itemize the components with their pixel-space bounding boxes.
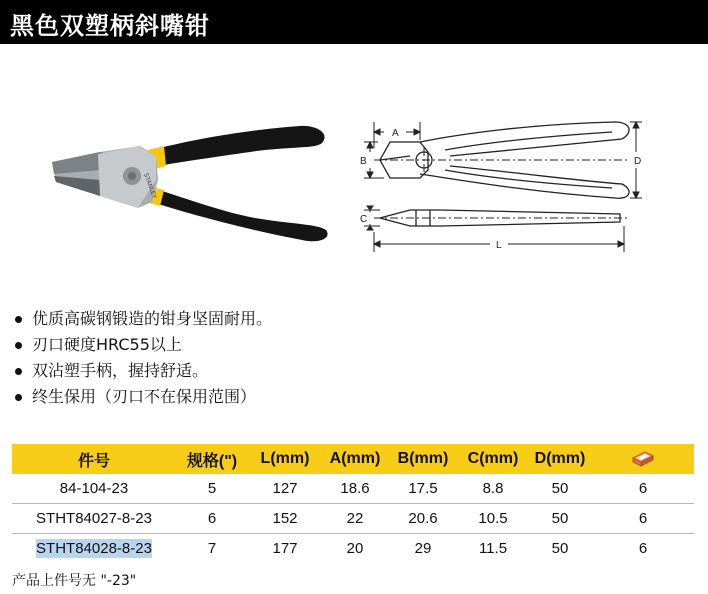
cell-size: 5 bbox=[176, 474, 248, 504]
list-item bbox=[12, 332, 272, 358]
cell-b: 17.5 bbox=[388, 474, 458, 504]
cell-qty: 6 bbox=[592, 474, 694, 504]
cell-l: 177 bbox=[272, 540, 298, 557]
list-item bbox=[12, 358, 272, 384]
feature-list bbox=[12, 306, 272, 410]
table-row bbox=[12, 534, 694, 564]
list-item bbox=[12, 306, 272, 332]
cell-a: 18.6 bbox=[322, 474, 388, 504]
cell-c: 8.8 bbox=[458, 474, 528, 504]
cell-size: 7 bbox=[207, 540, 217, 557]
cell-size: 6 bbox=[176, 504, 248, 534]
cell-a: 22 bbox=[322, 504, 388, 534]
header-b: B(mm) bbox=[388, 444, 458, 474]
header-d: D(mm) bbox=[528, 444, 592, 474]
cell-part-no: STHT84027-8-23 bbox=[12, 504, 176, 534]
selected-text[interactable]: STHT84028-8-23 bbox=[36, 540, 152, 557]
cell-d: 50 bbox=[528, 474, 592, 504]
page-title: 黑色双塑柄斜嘴钳 bbox=[10, 12, 210, 40]
bullet-icon bbox=[15, 394, 22, 401]
box-quantity-icon bbox=[631, 450, 655, 468]
feature-text: 终生保用（刃口不在保用范围） bbox=[32, 387, 257, 406]
header-c: C(mm) bbox=[458, 444, 528, 474]
dim-label-b: B bbox=[360, 156, 367, 167]
cell-d: 50 bbox=[528, 504, 592, 534]
dim-label-a: A bbox=[392, 128, 399, 139]
header-size: 规格(") bbox=[176, 444, 248, 474]
product-photo bbox=[40, 116, 340, 256]
cell-qty: 6 bbox=[638, 540, 648, 557]
feature-text: 刃口硬度HRC55以上 bbox=[32, 335, 182, 354]
cell-qty: 6 bbox=[592, 504, 694, 534]
footnote: 产品上件号无 "-23" bbox=[12, 573, 137, 589]
dim-label-l: L bbox=[496, 240, 502, 251]
cell-l: 127 bbox=[248, 474, 322, 504]
feature-text: 双沾塑手柄，握持舒适。 bbox=[32, 361, 209, 380]
cell-b: 20.6 bbox=[388, 504, 458, 534]
header-qty bbox=[592, 444, 694, 474]
spec-table bbox=[12, 444, 694, 563]
bullet-icon bbox=[15, 342, 22, 349]
svg-text:STANLEY: STANLEY bbox=[142, 172, 158, 200]
header-a: A(mm) bbox=[322, 444, 388, 474]
cell-part-no bbox=[12, 534, 176, 564]
cell-c: 11.5 bbox=[478, 540, 508, 557]
cell-b: 29 bbox=[414, 540, 432, 557]
cell-c: 10.5 bbox=[458, 504, 528, 534]
table-row bbox=[12, 504, 694, 534]
bullet-icon bbox=[15, 368, 22, 375]
header-l: L(mm) bbox=[248, 444, 322, 474]
list-item bbox=[12, 384, 272, 410]
feature-text: 优质高碳钢锻造的钳身坚固耐用。 bbox=[32, 309, 273, 328]
header-part-no: 件号 bbox=[12, 444, 176, 474]
cell-l: 152 bbox=[248, 504, 322, 534]
cell-a: 20 bbox=[346, 540, 364, 557]
cell-d: 50 bbox=[551, 540, 569, 557]
dimension-diagram bbox=[350, 112, 650, 262]
cell-part-no: 84-104-23 bbox=[12, 474, 176, 504]
table-row bbox=[12, 474, 694, 504]
dim-label-d: D bbox=[634, 156, 642, 167]
table-header-row bbox=[12, 444, 694, 474]
bullet-icon bbox=[15, 316, 22, 323]
dim-label-c: C bbox=[360, 214, 368, 225]
title-bar bbox=[0, 0, 708, 44]
